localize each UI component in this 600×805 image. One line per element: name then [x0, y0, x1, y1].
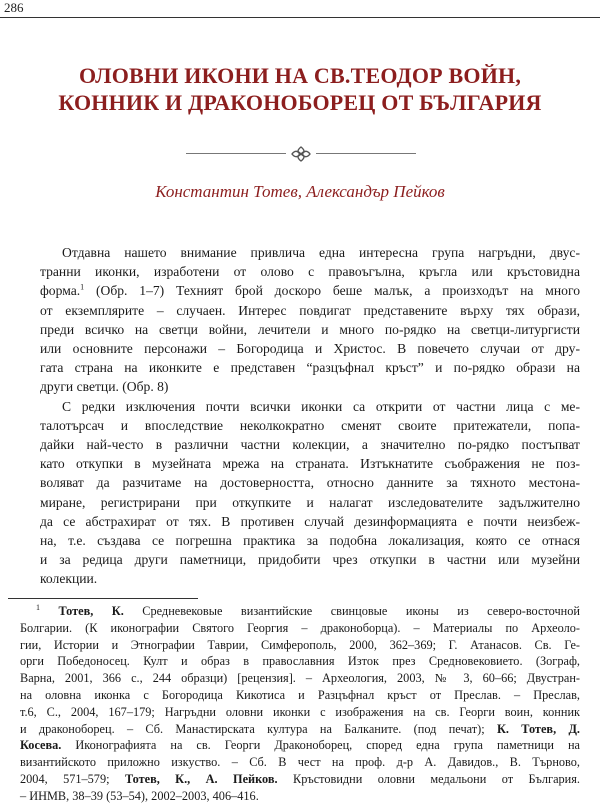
- footnote-line: [20, 771, 580, 788]
- header-rule: [0, 17, 600, 18]
- footnote-line: [20, 704, 580, 721]
- footnote-author: Тотев, К.: [58, 604, 124, 618]
- title-line-2: КОННИК И ДРАКОНОБОРЕЦ ОТ БЪЛГАРИЯ: [58, 90, 542, 115]
- text-line: гата страна на иконките е представен “разцъфнал кръст” и по-рядко образи на: [40, 360, 580, 376]
- footnote-number: 1: [36, 602, 40, 612]
- footnote-rule: [8, 598, 198, 599]
- footnote-line: [20, 754, 580, 771]
- footnote-text: Варна, 2001, 366 с., 244 образци) [рецензия]. – Археология, 2003, № 3, 60–66; Двустран-: [20, 671, 580, 686]
- text-line: и за редица други паметници, придобити чрез откупки в частни или музейни: [40, 552, 580, 568]
- paragraph-1: [40, 243, 580, 397]
- footnote-line: [20, 687, 580, 704]
- article-body: [40, 243, 580, 589]
- footnote-reference[interactable]: 1: [80, 282, 85, 292]
- footnote-author: Косева.: [20, 738, 62, 753]
- footnote-line: [20, 788, 580, 805]
- footnote-line: [20, 653, 580, 670]
- text-line: други светци. (Обр. 8): [40, 379, 169, 395]
- footnote-line: [20, 620, 580, 637]
- footnote-author: Тотев, К., А. Пейков.: [124, 771, 278, 786]
- text-line: талотърсач и впоследствие неколкократно сменят своите притежатели, попа-: [40, 417, 580, 433]
- text-line: воляват да разчитаме на достоверността, относно данните за тяхното местона-: [40, 475, 580, 491]
- footnote-text: Иконографията на св. Георги Драконоборец, според една група паметници на: [61, 738, 580, 753]
- footnote-text: гии, Истории и Этнографии Таврии, Симферополь, 2000, 362–369; Г. Атанасов. Св. Ге-: [20, 637, 580, 652]
- footnote-line: [20, 603, 580, 620]
- footnote-author: К. Тотев, Д.: [496, 721, 580, 736]
- footnote-text: византийското приложно изкуство. – Сб. В чест на проф. д-р А. Давидов., В. Търново,: [20, 755, 580, 770]
- footnote-text: и драконоборец. – Сб. Манастирската култура на Балканите. (под печат);: [20, 721, 497, 736]
- footnote-text: Кръстовидни оловни медальони от България.: [277, 771, 580, 786]
- footnote-line: [20, 737, 580, 754]
- text-line: дайки най-често в различни частни колекции, а значително по-рядко постъпват: [40, 437, 580, 453]
- footnote-text: Болгарии. (К иконографии Святого Георгия – драконоборца). – Материалы по Археоло-: [20, 620, 580, 635]
- knot-ornament-icon: [290, 145, 312, 163]
- ornament-left-line: [186, 153, 286, 154]
- text-line: колекции.: [40, 571, 98, 587]
- title-ornament: [186, 145, 416, 163]
- text-fragment: форма.: [40, 283, 81, 299]
- article-authors: Константин Тотев, Александър Пейков: [155, 182, 445, 201]
- text-line: С редки изключения почти всички иконки са открити от частни лица с ме-: [62, 398, 580, 414]
- text-line: [40, 281, 580, 300]
- footnote-text: орги Победоносец. Култ и образ в православния Изток през Средновековието. (Зограф,: [20, 654, 580, 669]
- text-line: преди всичко на светци войни, лечители и много по-рядко на светци-литургисти: [40, 321, 580, 337]
- footnote-line: [20, 637, 580, 654]
- text-line: да се абстрахират от тях. В противен случай дезинформацията е почти неизбеж-: [40, 513, 580, 529]
- footnote-line: [20, 670, 580, 687]
- article-title: [20, 62, 580, 116]
- text-line: Отдавна нашето внимание привлича една интересна група нагръдни, двус-: [62, 245, 580, 260]
- footnote-text: 2004, 571–579;: [20, 771, 125, 786]
- footnote-text: – ИНМВ, 38–39 (53–54), 2002–2003, 406–416.: [20, 788, 259, 803]
- text-line: като откупки в музейната мрежа на страната. Изтъкнатите съображения не поз-: [40, 456, 580, 472]
- ornament-right-line: [316, 153, 416, 154]
- text-line: на, т.е. създава се погрешна практика за подобна локализация, която се отнася: [40, 533, 580, 549]
- footnote-line: [20, 721, 580, 738]
- text-line: от екземплярите – случаен. Интерес повдигат представените върху тях образи,: [40, 302, 580, 318]
- text-line: транни иконки, изработени от олово с правоъгълна, кръгла или кръстовидна: [40, 264, 580, 280]
- text-line: миране, регистрирани при откупките и налагат изследователите задължително: [40, 494, 580, 510]
- paragraph-2: [40, 397, 580, 589]
- footnote-text: на оловна иконка с Богородица Кикотиса и Разцъфнал кръст от Преслав. – Преслав,: [20, 687, 580, 702]
- title-line-1: ОЛОВНИ ИКОНИ НА СВ.ТЕОДОР ВОЙН,: [78, 63, 522, 88]
- footnote-1: [20, 603, 580, 805]
- footnote-text: Средневековые византийские свинцовые иконы из северо-восточной: [123, 604, 580, 618]
- text-fragment: (Обр. 1–7) Техният брой доскоро беше малък, а произходът на много: [84, 283, 580, 299]
- page-number: 286: [4, 0, 24, 15]
- footnote-text: т.6, С., 2004, 167–179; Нагръдни оловни иконки с изображения на св. Георги воин, конник: [20, 704, 580, 719]
- text-line: или основните персонажи – Богородица и Христос. В повечето случаи от дру-: [40, 341, 580, 357]
